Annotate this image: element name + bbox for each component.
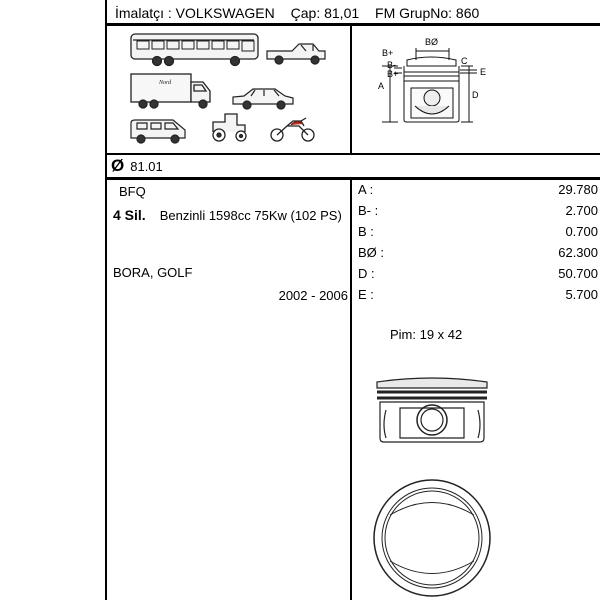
diagram-label-b-plus-top: B+ xyxy=(382,48,394,58)
diagram-label-c: C xyxy=(461,56,468,66)
vehicle-models: BORA, GOLF xyxy=(113,265,193,280)
dimension-label: A : xyxy=(358,182,374,197)
lorry-icon xyxy=(131,74,210,108)
dimension-value: 29.780 xyxy=(558,182,598,197)
dimension-value: 2.700 xyxy=(565,203,598,218)
production-years: 2002 - 2006 xyxy=(278,288,348,303)
group-number-label: FM GrupNo: 860 xyxy=(375,5,480,21)
dimension-label: B- : xyxy=(358,203,379,218)
dimension-row xyxy=(358,203,598,223)
sedan-car-icon xyxy=(233,89,293,109)
dimension-value: 0.700 xyxy=(565,224,598,239)
dimension-row xyxy=(358,224,598,244)
dimension-value: 62.300 xyxy=(558,245,598,260)
dimension-value: 50.700 xyxy=(558,266,598,281)
dimension-panel xyxy=(352,180,600,600)
dimension-label: B : xyxy=(358,224,374,239)
dimension-row xyxy=(358,245,598,265)
bore-label: Çap: 81,01 xyxy=(290,5,360,21)
dimension-label: BØ : xyxy=(358,245,385,260)
manufacturer-label: İmalatçı : VOLKSWAGEN xyxy=(115,5,275,21)
diameter-value: 81.01 xyxy=(130,159,163,174)
header-bar xyxy=(107,0,600,26)
dimension-row xyxy=(358,287,598,307)
piston-dimension-diagram xyxy=(352,26,600,153)
vehicle-types-panel xyxy=(107,26,352,153)
van-icon xyxy=(131,120,185,143)
engine-description: Benzinli 1598cc 75Kw (102 PS) xyxy=(159,208,342,223)
bus-icon xyxy=(131,34,258,66)
diagram-label-b-diameter: BØ xyxy=(425,37,439,47)
svg-text:Nord: Nord xyxy=(159,80,172,86)
dimension-row xyxy=(358,182,598,202)
piston-side-view-icon xyxy=(377,378,487,442)
dimension-label: D : xyxy=(358,266,375,281)
engine-info-panel xyxy=(107,180,352,600)
diameter-icon: Ø xyxy=(111,156,125,175)
diagram-label-e: E xyxy=(480,67,487,77)
engine-spec xyxy=(113,205,349,226)
dimension-row xyxy=(358,266,598,286)
diagram-label-b-minus: B- xyxy=(387,60,396,70)
dimension-value: 5.700 xyxy=(565,287,598,302)
piston-top-view-icon xyxy=(374,480,490,596)
piston-spec-card xyxy=(105,0,600,600)
diagram-label-b-plus: B+ xyxy=(387,69,399,79)
pickup-truck-icon xyxy=(267,44,325,64)
dimension-label: E : xyxy=(358,287,374,302)
tractor-icon xyxy=(213,114,246,141)
cylinder-count: 4 Sil. xyxy=(113,207,146,223)
diagram-label-d: D xyxy=(472,90,479,100)
diagram-label-a: A xyxy=(378,81,385,91)
engine-code: BFQ xyxy=(119,184,146,199)
pin-size: Pim: 19 x 42 xyxy=(390,327,463,342)
piston-drawings xyxy=(372,370,492,600)
motorcycle-icon xyxy=(271,118,314,141)
diameter-row xyxy=(107,153,600,180)
